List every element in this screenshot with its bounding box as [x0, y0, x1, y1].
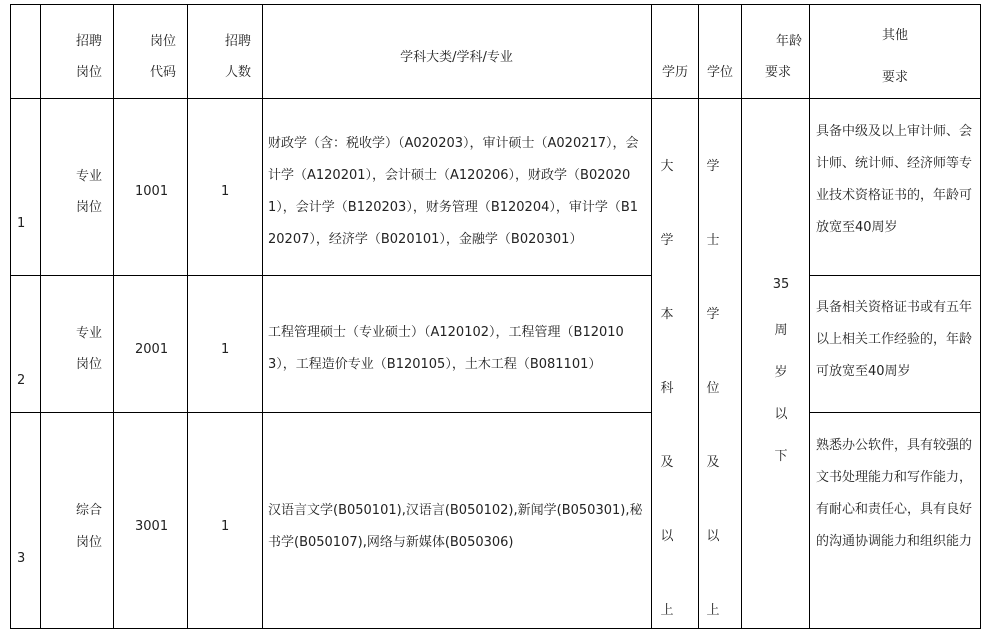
recruit-count: 1: [221, 519, 230, 534]
header-divider: [10, 98, 981, 99]
position-name-1: 专业: [76, 326, 103, 341]
education-char: 及: [660, 455, 674, 470]
degree-char: 上: [706, 603, 720, 618]
other-requirements: 具备中级及以上审计师、会计师、统计师、经济师等专业技术资格证书的，年龄可放宽至40周岁: [816, 124, 973, 235]
degree-char: 以: [706, 529, 720, 544]
row-number: 3: [17, 551, 26, 566]
row-divider: [10, 412, 652, 413]
position-code: 3001: [135, 519, 169, 534]
table-border-top: [10, 4, 981, 5]
header-position-1: 招聘: [76, 34, 103, 49]
row-divider: [809, 275, 981, 276]
position-code: 1001: [135, 184, 169, 199]
majors-text: 工程管理硕士（专业硕士）（A120102），工程管理（B120103），工程造价专业（B120105），土木工程（B081101）: [268, 325, 624, 372]
position-code: 2001: [135, 342, 169, 357]
position-name-1: 专业: [76, 169, 103, 184]
other-requirements: 具备相关资格证书或有五年以上相关工作经验的，年龄可放宽至40周岁: [816, 300, 973, 379]
other-requirements: 熟悉办公软件，具有较强的文书处理能力和写作能力，有耐心和责任心，具有良好的沟通协调能力和组织能力: [816, 438, 973, 549]
age-char: 以: [774, 407, 788, 422]
row-divider: [10, 275, 652, 276]
row-number: 2: [17, 373, 26, 388]
position-name-2: 岗位: [76, 535, 103, 550]
position-name-1: 综合: [76, 503, 103, 518]
age-char: 周: [774, 323, 788, 338]
education-char: 大: [660, 159, 674, 174]
age-char: 岁: [774, 365, 788, 380]
position-name-2: 岗位: [76, 357, 103, 372]
degree-char: 及: [706, 455, 720, 470]
header-education: 学历: [661, 65, 688, 80]
age-merged-cell: [762, 0, 803, 641]
age-char: 35: [772, 277, 790, 292]
header-other-1: 其他: [881, 28, 908, 43]
header-count-2: 人数: [225, 65, 252, 80]
education-char: 学: [660, 233, 674, 248]
degree-char: 士: [706, 233, 720, 248]
education-char: 本: [660, 307, 674, 322]
position-name-2: 岗位: [76, 200, 103, 215]
education-merged-cell: [652, 0, 682, 641]
header-code-1: 岗位: [150, 34, 177, 49]
header-degree: 学位: [706, 65, 733, 80]
degree-merged-cell: [699, 0, 727, 641]
majors-text: 汉语言文学(B050101),汉语言(B050102),新闻学(B050301),秘书学(B050107),网络与新媒体(B050306): [268, 503, 643, 550]
header-age-1: 年龄: [776, 34, 803, 49]
education-char: 以: [660, 529, 674, 544]
header-majors: 学科大类/学科/专业: [400, 50, 513, 65]
header-age-2: 要求: [765, 65, 792, 80]
degree-char: 学: [706, 307, 720, 322]
majors-text: 财政学（含：税收学）（A020203），审计硕士（A020217），会计学（A120201），会计硕士（A120206），财政学（B020201），会计学（B120203），财务管理（B120204），审计学（B120207），经济学（B020101），金融学（B020301）: [268, 136, 639, 247]
row-divider: [809, 412, 981, 413]
recruit-count: 1: [221, 184, 230, 199]
header-position-2: 岗位: [76, 65, 103, 80]
header-count-1: 招聘: [225, 34, 252, 49]
age-char: 下: [774, 449, 788, 464]
education-char: 科: [660, 381, 674, 396]
table-border-bottom: [10, 628, 981, 629]
degree-char: 位: [706, 381, 720, 396]
education-char: 上: [660, 603, 674, 618]
header-other-2: 要求: [881, 70, 908, 85]
row-number: 1: [17, 216, 26, 231]
recruit-count: 1: [221, 342, 230, 357]
degree-char: 学: [706, 159, 720, 174]
header-code-2: 代码: [150, 65, 177, 80]
